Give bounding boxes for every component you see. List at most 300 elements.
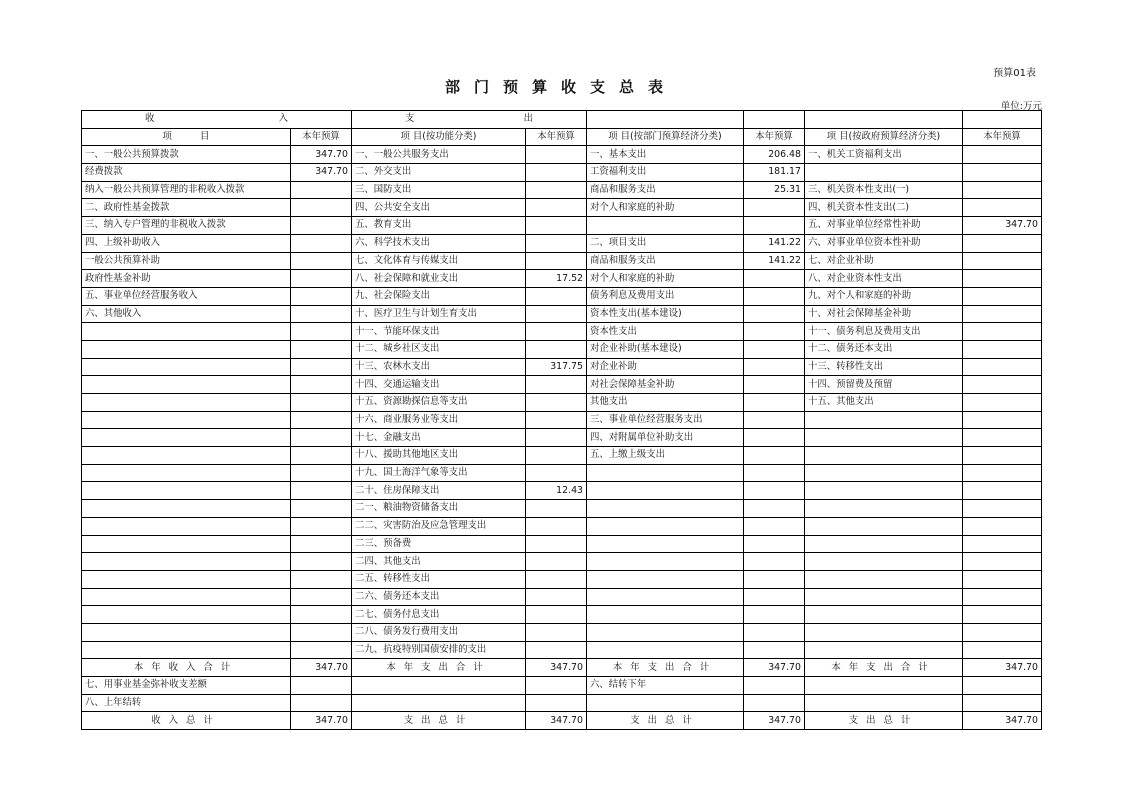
table-cell <box>963 146 1042 164</box>
table-cell: 本年支出合计 <box>352 659 526 677</box>
table-cell <box>805 677 963 695</box>
table-row <box>82 252 1042 270</box>
table-cell <box>82 482 291 500</box>
table-cell: 十九、国土海洋气象等支出 <box>352 464 526 482</box>
table-cell <box>587 500 744 518</box>
table-cell <box>744 376 805 394</box>
table-row <box>82 535 1042 553</box>
table-cell <box>82 394 291 412</box>
table-cell <box>526 394 587 412</box>
table-cell: 三、纳入专户管理的非税收入拨款 <box>82 217 291 235</box>
table-cell: 对企业补助 <box>587 358 744 376</box>
table-cell <box>805 429 963 447</box>
table-cell: 十一、节能环保支出 <box>352 323 526 341</box>
table-cell <box>82 570 291 588</box>
table-cell <box>587 553 744 571</box>
table-cell: 347.70 <box>526 712 587 730</box>
table-cell: 17.52 <box>526 270 587 288</box>
table-cell <box>963 305 1042 323</box>
table-cell <box>291 358 352 376</box>
table-cell: 对个人和家庭的补助 <box>587 199 744 217</box>
table-cell <box>744 606 805 624</box>
header-row-2 <box>82 128 1042 146</box>
table-cell <box>82 500 291 518</box>
table-cell: 347.70 <box>744 659 805 677</box>
table-cell <box>82 340 291 358</box>
table-cell <box>744 199 805 217</box>
table-cell <box>526 217 587 235</box>
table-cell <box>744 517 805 535</box>
table-cell: 二四、其他支出 <box>352 553 526 571</box>
table-cell: 五、上缴上级支出 <box>587 447 744 465</box>
table-cell <box>805 570 963 588</box>
table-cell <box>82 411 291 429</box>
grand-total-row <box>82 712 1042 730</box>
table-cell: 商品和服务支出 <box>587 252 744 270</box>
table-cell <box>963 570 1042 588</box>
table-cell <box>805 588 963 606</box>
table-row <box>82 181 1042 199</box>
table-cell: 本年收入合计 <box>82 659 291 677</box>
table-row <box>82 500 1042 518</box>
table-cell: 十二、债务还本支出 <box>805 340 963 358</box>
table-cell <box>526 252 587 270</box>
table-cell: 三、国防支出 <box>352 181 526 199</box>
table-cell <box>526 323 587 341</box>
table-cell <box>587 464 744 482</box>
table-cell: 347.70 <box>963 712 1042 730</box>
table-cell <box>291 287 352 305</box>
table-cell <box>526 234 587 252</box>
table-cell: 347.70 <box>291 164 352 182</box>
table-cell <box>587 588 744 606</box>
table-cell <box>963 164 1042 182</box>
table-cell <box>963 181 1042 199</box>
table-cell <box>744 394 805 412</box>
table-cell: 九、社会保险支出 <box>352 287 526 305</box>
table-cell <box>744 270 805 288</box>
table-cell <box>291 677 352 695</box>
table-cell <box>963 429 1042 447</box>
table-cell <box>963 535 1042 553</box>
table-cell <box>963 358 1042 376</box>
table-cell <box>744 447 805 465</box>
table-row <box>82 199 1042 217</box>
table-cell: 五、事业单位经营服务收入 <box>82 287 291 305</box>
table-row <box>82 606 1042 624</box>
table-cell <box>352 677 526 695</box>
table-cell <box>744 429 805 447</box>
table-cell <box>963 252 1042 270</box>
table-cell <box>805 500 963 518</box>
table-row <box>82 517 1042 535</box>
table-cell: 对社会保障基金补助 <box>587 376 744 394</box>
table-cell <box>744 340 805 358</box>
table-cell: 二、政府性基金拨款 <box>82 199 291 217</box>
table-cell: 12.43 <box>526 482 587 500</box>
table-cell: 一般公共预算补助 <box>82 252 291 270</box>
table-row <box>82 217 1042 235</box>
table-cell <box>805 411 963 429</box>
table-cell: 一、基本支出 <box>587 146 744 164</box>
table-cell <box>291 340 352 358</box>
table-cell: 十、对社会保障基金补助 <box>805 305 963 323</box>
table-cell <box>526 305 587 323</box>
table-cell <box>963 500 1042 518</box>
table-cell <box>744 500 805 518</box>
table-cell <box>291 570 352 588</box>
table-cell <box>963 270 1042 288</box>
table-cell: 支出总计 <box>587 712 744 730</box>
table-cell <box>587 570 744 588</box>
table-cell <box>291 500 352 518</box>
table-cell <box>291 535 352 553</box>
table-cell <box>744 464 805 482</box>
table-cell: 25.31 <box>744 181 805 199</box>
table-cell <box>744 358 805 376</box>
table-cell <box>805 447 963 465</box>
table-cell: 十五、资源勘探信息等支出 <box>352 394 526 412</box>
table-cell <box>963 517 1042 535</box>
table-cell: 债务利息及费用支出 <box>587 287 744 305</box>
table-cell: 四、公共安全支出 <box>352 199 526 217</box>
table-cell <box>805 535 963 553</box>
table-cell <box>744 323 805 341</box>
table-cell: 一、一般公共预算拨款 <box>82 146 291 164</box>
table-cell: 六、科学技术支出 <box>352 234 526 252</box>
col-budget: 本年预算 <box>963 128 1042 146</box>
table-cell: 十四、预留费及预留 <box>805 376 963 394</box>
table-cell: 五、对事业单位经常性补助 <box>805 217 963 235</box>
table-cell <box>805 606 963 624</box>
table-cell <box>526 199 587 217</box>
table-cell <box>291 482 352 500</box>
table-cell: 四、对附属单位补助支出 <box>587 429 744 447</box>
table-cell <box>526 447 587 465</box>
table-cell <box>744 677 805 695</box>
table-cell <box>352 694 526 712</box>
table-cell: 二七、债务付息支出 <box>352 606 526 624</box>
table-cell: 二三、预备费 <box>352 535 526 553</box>
table-row <box>82 234 1042 252</box>
table-cell: 六、对事业单位资本性补助 <box>805 234 963 252</box>
table-cell: 347.70 <box>291 146 352 164</box>
table-cell: 工资福利支出 <box>587 164 744 182</box>
table-cell <box>526 677 587 695</box>
table-cell: 十、医疗卫生与计划生育支出 <box>352 305 526 323</box>
table-cell: 181.17 <box>744 164 805 182</box>
form-number: 预算01表 <box>993 68 1036 79</box>
table-cell <box>526 411 587 429</box>
table-row <box>82 270 1042 288</box>
table-cell <box>82 358 291 376</box>
table-cell <box>291 252 352 270</box>
table-cell: 二五、转移性支出 <box>352 570 526 588</box>
table-row <box>82 588 1042 606</box>
table-cell <box>963 677 1042 695</box>
table-row <box>82 358 1042 376</box>
table-cell: 二一、粮油物资储备支出 <box>352 500 526 518</box>
table-cell <box>82 447 291 465</box>
table-cell <box>963 694 1042 712</box>
table-cell: 十七、金融支出 <box>352 429 526 447</box>
table-cell <box>291 305 352 323</box>
totals-row <box>82 659 1042 677</box>
table-cell: 支出总计 <box>352 712 526 730</box>
table-row <box>82 287 1042 305</box>
table-cell: 347.70 <box>291 659 352 677</box>
table-cell <box>526 517 587 535</box>
table-cell <box>744 287 805 305</box>
table-cell: 347.70 <box>526 659 587 677</box>
col-income-item: 项 目 <box>82 128 291 146</box>
table-cell <box>526 694 587 712</box>
table-row <box>82 146 1042 164</box>
table-cell <box>963 623 1042 641</box>
table-cell <box>963 411 1042 429</box>
table-row <box>82 482 1042 500</box>
table-cell: 一、一般公共服务支出 <box>352 146 526 164</box>
table-cell: 十四、交通运输支出 <box>352 376 526 394</box>
table-cell <box>526 535 587 553</box>
table-cell: 七、用事业基金弥补收支差额 <box>82 677 291 695</box>
table-cell: 六、其他收入 <box>82 305 291 323</box>
table-cell <box>82 606 291 624</box>
table-cell <box>587 535 744 553</box>
table-cell: 政府性基金补助 <box>82 270 291 288</box>
table-cell: 支出总计 <box>805 712 963 730</box>
table-cell <box>291 429 352 447</box>
unit-label: 单位:万元 <box>1000 101 1042 112</box>
table-cell <box>526 376 587 394</box>
table-cell <box>291 517 352 535</box>
table-cell: 十六、商业服务业等支出 <box>352 411 526 429</box>
table-cell <box>805 517 963 535</box>
table-cell <box>744 535 805 553</box>
table-cell: 三、机关资本性支出(一) <box>805 181 963 199</box>
table-cell: 二、外交支出 <box>352 164 526 182</box>
table-cell: 五、教育支出 <box>352 217 526 235</box>
table-row <box>82 570 1042 588</box>
table-cell: 二六、债务还本支出 <box>352 588 526 606</box>
table-cell: 八、社会保障和就业支出 <box>352 270 526 288</box>
table-cell <box>587 641 744 659</box>
table-cell: 二八、债务发行费用支出 <box>352 623 526 641</box>
table-cell: 本年支出合计 <box>587 659 744 677</box>
table-cell <box>291 234 352 252</box>
table-cell: 三、事业单位经营服务支出 <box>587 411 744 429</box>
table-cell <box>526 181 587 199</box>
table-cell <box>587 694 744 712</box>
table-cell: 商品和服务支出 <box>587 181 744 199</box>
table-cell <box>963 553 1042 571</box>
table-cell <box>291 270 352 288</box>
table-cell: 二九、抗疫特别国债安排的支出 <box>352 641 526 659</box>
table-cell <box>82 535 291 553</box>
table-row <box>82 411 1042 429</box>
table-cell <box>744 588 805 606</box>
table-cell <box>291 641 352 659</box>
table-cell: 七、文化体育与传媒支出 <box>352 252 526 270</box>
table-cell: 十五、其他支出 <box>805 394 963 412</box>
table-cell <box>291 323 352 341</box>
table-cell <box>963 394 1042 412</box>
table-cell <box>291 623 352 641</box>
table-cell <box>744 553 805 571</box>
table-cell <box>526 164 587 182</box>
table-row <box>82 429 1042 447</box>
table-cell <box>526 500 587 518</box>
table-cell <box>526 429 587 447</box>
table-cell: 七、对企业补助 <box>805 252 963 270</box>
table-cell: 九、对个人和家庭的补助 <box>805 287 963 305</box>
table-cell: 一、机关工资福利支出 <box>805 146 963 164</box>
expense-header: 支 出 <box>352 111 587 129</box>
table-cell <box>744 217 805 235</box>
table-row <box>82 694 1042 712</box>
table-cell: 347.70 <box>291 712 352 730</box>
col-budget: 本年预算 <box>291 128 352 146</box>
table-cell: 十三、转移性支出 <box>805 358 963 376</box>
table-cell: 资本性支出 <box>587 323 744 341</box>
table-cell: 八、对企业资本性支出 <box>805 270 963 288</box>
table-cell: 347.70 <box>963 659 1042 677</box>
table-row <box>82 641 1042 659</box>
table-cell <box>526 287 587 305</box>
table-cell <box>805 694 963 712</box>
table-row <box>82 677 1042 695</box>
table-cell <box>291 199 352 217</box>
table-cell: 收入总计 <box>82 712 291 730</box>
table-cell <box>744 411 805 429</box>
header-row-1 <box>82 111 1042 129</box>
table-cell: 十一、债务利息及费用支出 <box>805 323 963 341</box>
table-row <box>82 464 1042 482</box>
table-cell <box>82 588 291 606</box>
table-cell <box>744 570 805 588</box>
table-cell: 六、结转下年 <box>587 677 744 695</box>
table-cell <box>291 464 352 482</box>
table-cell <box>82 623 291 641</box>
table-cell <box>963 464 1042 482</box>
table-cell: 十八、援助其他地区支出 <box>352 447 526 465</box>
table-cell <box>963 482 1042 500</box>
table-cell <box>963 199 1042 217</box>
table-cell <box>82 517 291 535</box>
table-row <box>82 164 1042 182</box>
table-cell: 141.22 <box>744 252 805 270</box>
table-cell: 二十、住房保障支出 <box>352 482 526 500</box>
table-cell <box>805 641 963 659</box>
table-cell <box>963 323 1042 341</box>
table-cell: 四、机关资本性支出(二) <box>805 199 963 217</box>
table-row <box>82 394 1042 412</box>
table-cell <box>291 376 352 394</box>
table-cell <box>82 323 291 341</box>
table-cell <box>82 376 291 394</box>
table-cell <box>587 517 744 535</box>
table-cell <box>526 146 587 164</box>
table-cell <box>291 447 352 465</box>
table-cell: 资本性支出(基本建设) <box>587 305 744 323</box>
col-budget: 本年预算 <box>744 128 805 146</box>
table-cell <box>291 588 352 606</box>
page-title: 部门预算收支总表 <box>444 78 677 96</box>
table-cell: 十三、农林水支出 <box>352 358 526 376</box>
table-row <box>82 447 1042 465</box>
table-cell <box>963 641 1042 659</box>
table-cell <box>526 588 587 606</box>
table-cell <box>526 340 587 358</box>
col-gov-econ: 项 目(按政府预算经济分类) <box>805 128 963 146</box>
table-cell <box>526 553 587 571</box>
col-func: 项 目(按功能分类) <box>352 128 526 146</box>
table-cell <box>744 641 805 659</box>
table-cell: 347.70 <box>744 712 805 730</box>
table-cell <box>291 606 352 624</box>
table-cell <box>963 447 1042 465</box>
table-cell <box>291 411 352 429</box>
table-row <box>82 340 1042 358</box>
table-cell <box>82 553 291 571</box>
table-cell: 对企业补助(基本建设) <box>587 340 744 358</box>
table-cell: 本年支出合计 <box>805 659 963 677</box>
table-cell <box>963 376 1042 394</box>
table-cell <box>291 181 352 199</box>
table-cell: 206.48 <box>744 146 805 164</box>
budget-table <box>81 110 1042 730</box>
table-cell <box>291 217 352 235</box>
table-cell <box>805 482 963 500</box>
table-cell: 二、项目支出 <box>587 234 744 252</box>
table-cell <box>963 606 1042 624</box>
table-cell: 347.70 <box>963 217 1042 235</box>
table-cell <box>526 570 587 588</box>
table-cell <box>291 394 352 412</box>
table-cell <box>587 482 744 500</box>
table-cell: 其他支出 <box>587 394 744 412</box>
table-cell: 对个人和家庭的补助 <box>587 270 744 288</box>
table-cell <box>963 234 1042 252</box>
table-cell <box>526 464 587 482</box>
table-cell <box>291 694 352 712</box>
table-cell <box>963 588 1042 606</box>
table-cell <box>963 340 1042 358</box>
table-cell <box>744 694 805 712</box>
table-row <box>82 305 1042 323</box>
table-cell <box>805 164 963 182</box>
table-cell <box>805 623 963 641</box>
income-header: 收 入 <box>82 111 352 129</box>
table-cell <box>805 553 963 571</box>
table-row <box>82 376 1042 394</box>
table-cell <box>526 606 587 624</box>
table-row <box>82 323 1042 341</box>
table-row <box>82 623 1042 641</box>
table-cell <box>82 641 291 659</box>
table-row <box>82 553 1042 571</box>
col-dept-econ: 项 目(按部门预算经济分类) <box>587 128 744 146</box>
table-cell: 十二、城乡社区支出 <box>352 340 526 358</box>
table-cell: 二二、灾害防治及应急管理支出 <box>352 517 526 535</box>
table-cell <box>291 553 352 571</box>
table-cell <box>805 464 963 482</box>
table-cell: 317.75 <box>526 358 587 376</box>
table-cell: 141.22 <box>744 234 805 252</box>
col-budget: 本年预算 <box>526 128 587 146</box>
table-cell: 经费拨款 <box>82 164 291 182</box>
table-cell <box>963 287 1042 305</box>
